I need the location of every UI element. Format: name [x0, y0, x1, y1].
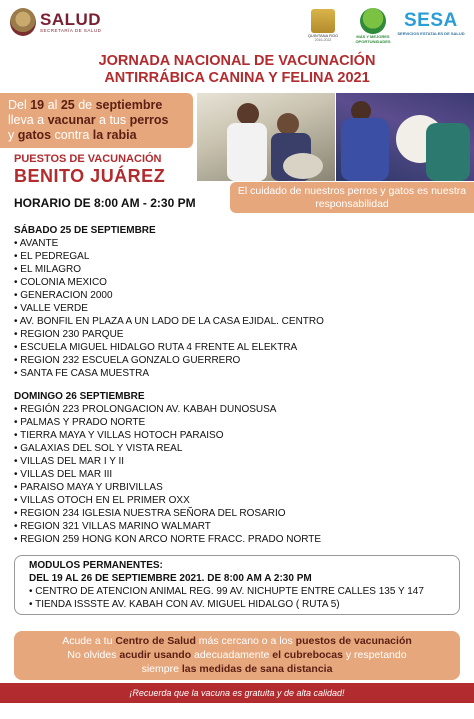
- health-center-notice: Acude a tu Centro de Salud más cercano o a los puestos de vacunación No olvides acudir usando adecuadamente el cubrebocas y respetando siempre las medidas de sana distancia: [14, 631, 460, 680]
- list-item: • AV. BONFIL EN PLAZA A UN LADO DE LA CASA EJIDAL. CENTRO: [14, 316, 324, 327]
- sesa-logo: SESA: [404, 10, 458, 31]
- list-item: • SANTA FE CASA MUESTRA: [14, 368, 150, 379]
- list-item: • ESCUELA MIGUEL HIDALGO RUTA 4 FRENTE AL ELEKTRA: [14, 342, 298, 353]
- sesa-caption: SERVICIOS ESTATALES DE SALUD: [397, 31, 465, 36]
- vaccination-photo-2: [336, 93, 474, 181]
- list-item: • TIERRA MAYA Y VILLAS HOTOCH PARAISO: [14, 430, 224, 441]
- list-item: • PALMAS Y PRADO NORTE: [14, 417, 146, 428]
- list-item: • REGION 232 ESCUELA GONZALO GUERRERO: [14, 355, 241, 366]
- list-item: • CENTRO DE ATENCION ANIMAL REG. 99 AV. NICHUPTE ENTRE CALLES 135 Y 147: [29, 586, 424, 597]
- quintana-roo-logo-icon: [311, 9, 335, 33]
- list-item: • REGION 321 VILLAS MARINO WALMART: [14, 521, 211, 532]
- list-item: • PARAISO MAYA Y URBIVILLAS: [14, 482, 163, 493]
- list-item: • GENERACION 2000: [14, 290, 113, 301]
- list-item: • REGIÓN 223 PROLONGACION AV. KABAH DUNOSUSA: [14, 404, 277, 415]
- list-item: • TIENDA ISSSTE AV. KABAH CON AV. MIGUEL HIDALGO ( RUTA 5): [29, 599, 340, 610]
- tree-logo-caption: MÁS Y MEJORES OPORTUNIDADES: [355, 34, 391, 44]
- vaccination-photo-1: [197, 93, 335, 181]
- day1-schedule: [14, 224, 324, 380]
- responsibility-box: El cuidado de nuestros perros y gatos es nuestra responsabilidad: [230, 182, 474, 213]
- list-item: • AVANTE: [14, 238, 59, 249]
- footer-banner: ¡Recuerda que la vacuna es gratuita y de alta calidad!: [0, 683, 474, 703]
- list-item: • REGION 234 IGLESIA NUESTRA SEÑORA DEL ROSARIO: [14, 508, 286, 519]
- list-item: • VILLAS DEL MAR I Y II: [14, 456, 125, 467]
- schedule-hours: HORARIO DE 8:00 AM - 2:30 PM: [14, 196, 196, 210]
- modules-dates: DEL 19 AL 26 DE SEPTIEMBRE 2021. DE 8:00 AM A 2:30 PM: [29, 573, 312, 584]
- mexico-emblem-icon: [10, 8, 36, 36]
- day2-schedule: [14, 390, 321, 546]
- day1-title: SÁBADO 25 DE SEPTIEMBRE: [14, 225, 156, 236]
- header: [0, 0, 474, 48]
- list-item: • EL MILAGRO: [14, 264, 82, 275]
- permanent-modules-box: [14, 555, 460, 615]
- list-item: • COLONIA MEXICO: [14, 277, 107, 288]
- quintana-roo-years: 2016-2022: [314, 38, 332, 42]
- list-item: • VALLE VERDE: [14, 303, 88, 314]
- modules-title: MODULOS PERMANENTES:: [29, 560, 163, 571]
- vaccination-posts-label: PUESTOS DE VACUNACIÓN: [14, 153, 162, 165]
- list-item: • VILLAS DEL MAR III: [14, 469, 113, 480]
- salud-name: SALUD: [40, 10, 102, 29]
- list-item: • GALAXIAS DEL SOL Y VISTA REAL: [14, 443, 183, 454]
- list-item: • REGION 259 HONG KON ARCO NORTE FRACC. PRADO NORTE: [14, 534, 322, 545]
- page-title-line1: JORNADA NACIONAL DE VACUNACIÓN: [98, 53, 376, 69]
- photo-strip: [197, 93, 474, 181]
- list-item: • EL PEDREGAL: [14, 251, 90, 262]
- list-item: • REGION 230 PARQUE: [14, 329, 124, 340]
- page-title-line2: ANTIRRÁBICA CANINA Y FELINA 2021: [104, 70, 370, 86]
- salud-subtitle: SECRETARÍA DE SALUD: [40, 28, 102, 33]
- location-name: BENITO JUÁREZ: [14, 166, 166, 186]
- day2-title: DOMINGO 26 SEPTIEMBRE: [14, 391, 145, 402]
- tree-logo-icon: [360, 8, 386, 34]
- quintana-roo-caption: QUINTANA ROO: [307, 33, 339, 38]
- salud-logo: [10, 8, 101, 36]
- list-item: • VILLAS OTOCH EN EL PRIMER OXX: [14, 495, 190, 506]
- campaign-dates-box: Del 19 al 25 de septiembre lleva a vacunar a tus perros y gatos contra la rabia: [0, 93, 193, 148]
